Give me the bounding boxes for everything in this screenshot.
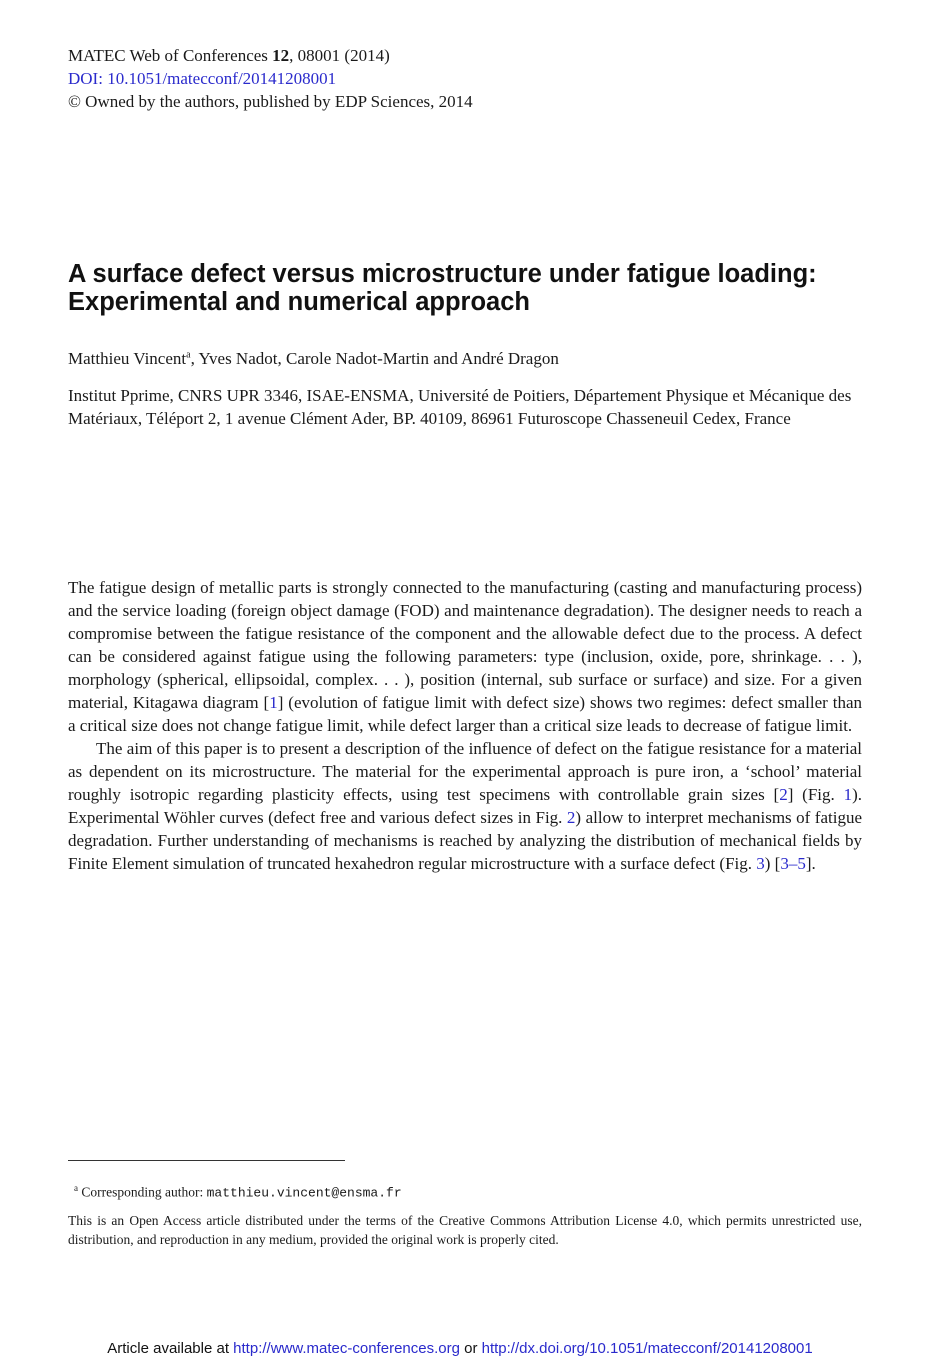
fig-link-2[interactable]: 2 [566, 808, 576, 827]
paper-title: A surface defect versus microstructure under fatigue loading: Experimental and numerical approach [68, 260, 817, 316]
ref-link-3-5[interactable]: 3–5 [780, 854, 806, 873]
license-notice: This is an Open Access article distributed under the terms of the Creative Commons Attribution License 4.0, which permits unrestricted use, distribution, and reproduction in any medium, provided the original work is properly cited. [68, 1213, 862, 1247]
affiliation: Institut Pprime, CNRS UPR 3346, ISAE-ENSMA, Université de Poitiers, Département Physique et Mécanique des Matériaux, Téléport 2, 1 avenue Clément Ader, BP. 40109, 86961 Futuroscope Chasseneuil Cedex, France [68, 386, 852, 428]
paragraph-1: The fatigue design of metallic parts is strongly connected to the manufacturing (casting and manufacturing process) and the service loading (foreign object damage (FOD) and maintenance degradation). The designer needs to reach a compromise between the fatigue resistance of the component and the allowable defect due to the process. A defect can be considered against fatigue using the following parameters: type (inclusion, oxide, pore, shrinkage. . . ), morphology (spherical, ellipsoidal, complex. . . ), position (internal, sub surface or surface) and size. For a given material, Kitagawa diagram [1] (evolution of fatigue limit with defect size) shows two regimes: defect smaller than a critical size does not change fatigue limit, while defect larger than a critical size leads to decrease of fatigue limit. [68, 578, 862, 735]
author-email[interactable]: matthieu.vincent@ensma.fr [206, 1185, 402, 1201]
page-header [68, 44, 473, 113]
ref-link-2[interactable]: 2 [779, 785, 788, 804]
footnote-divider [68, 1160, 345, 1161]
fig-link-1[interactable]: 1 [843, 785, 853, 804]
paragraph-2: The aim of this paper is to present a description of the influence of defect on the fatigue resistance for a material as dependent on its microstructure. The material for the experimental approach is pure iron, a ‘school’ material roughly isotropic regarding plasticity effects, using test specimens with controllable grain sizes [2] (Fig. 1). Experimental Wöhler curves (defect free and various defect sizes in Fig. 2) allow to interpret mechanisms of fatigue degradation. Further understanding of mechanisms is reached by analyzing the distribution of mechanical fields by Finite Element simulation of truncated hexahedron regular microstructure with a surface defect (Fig. 3) [3–5]. [68, 739, 863, 873]
matec-link[interactable]: http://www.matec-conferences.org [233, 1340, 460, 1357]
volume-number: 12 [272, 46, 290, 65]
journal-citation: MATEC Web of Conferences 12, 08001 (2014) [68, 46, 390, 65]
author-footnote-mark: a [186, 349, 191, 361]
corresponding-author-footnote: $^a$ Corresponding author: matthieu.vincent@ensma.fr [74, 1183, 402, 1201]
abstract-body [68, 576, 862, 875]
doi-url-link[interactable]: http://dx.doi.org/10.1051/matecconf/20141208001 [481, 1340, 813, 1357]
ref-link-1[interactable]: 1 [269, 693, 278, 712]
copyright-notice: © Owned by the authors, published by EDP Sciences, 2014 [68, 92, 473, 111]
article-availability: Article available at http://www.matec-conferences.org or http://dx.doi.org/10.1051/matecconf/20141208001 [107, 1340, 813, 1357]
fig-link-3[interactable]: 3 [756, 854, 765, 873]
author-list: Matthieu Vincent$^a$, Yves Nadot, Carole Nadot-Martin and André Dragon [68, 349, 559, 368]
doi-link[interactable]: DOI: 10.1051/matecconf/20141208001 [68, 69, 337, 88]
